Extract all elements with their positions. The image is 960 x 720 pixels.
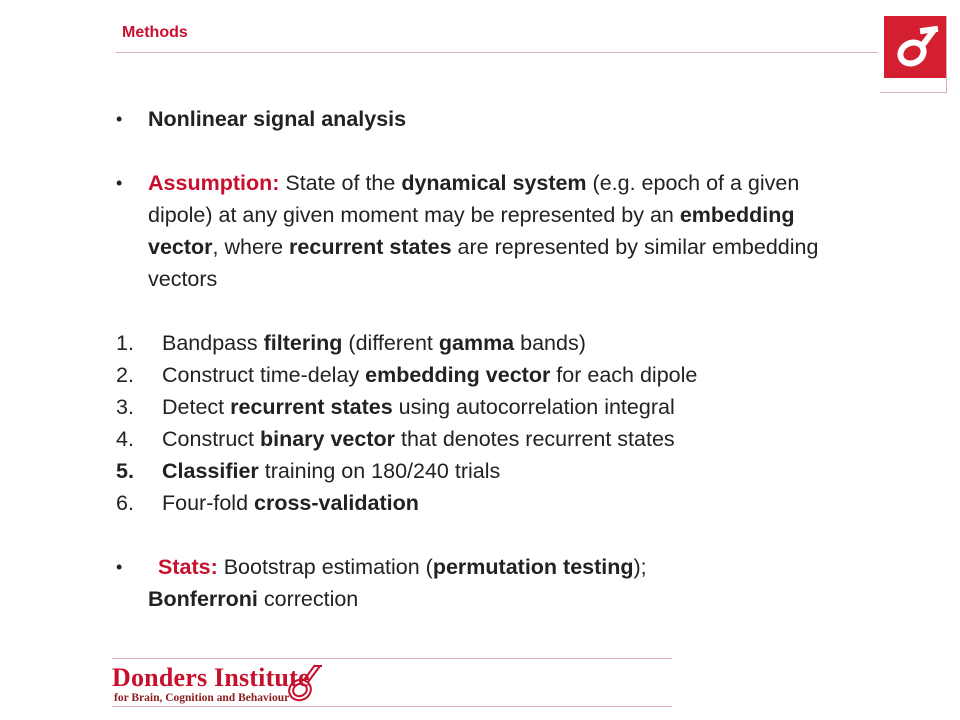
step-number: 4.: [116, 427, 134, 451]
step-item: [116, 327, 836, 359]
step-text: Construct time-delay: [162, 363, 366, 387]
step-number: 6.: [116, 491, 134, 515]
footer-branding: [112, 648, 682, 710]
bullet-text: State of the: [279, 171, 402, 195]
bullet-text: , where: [212, 235, 290, 259]
bullet-text: (e.g. epoch of a given dipole) at any given moment may be represented by an: [148, 171, 800, 227]
bullet-icon: •: [116, 173, 123, 193]
institute-name: Donders Institute: [112, 663, 310, 692]
footer-divider: [112, 706, 672, 707]
donders-d-logo-icon: [884, 16, 946, 78]
keyword: embedding vector: [365, 363, 551, 387]
bullet-item: [116, 551, 836, 615]
keyword: recurrent states: [230, 395, 393, 419]
keyword: filtering: [263, 331, 343, 355]
keyword: binary vector: [259, 427, 396, 451]
institute-subtitle: for Brain, Cognition and Behaviour: [114, 692, 290, 704]
bullet-item: [116, 167, 836, 295]
keyword: embedding vector: [148, 203, 795, 259]
bullet-text: );: [633, 555, 647, 579]
step-text: Four-fold: [162, 491, 255, 515]
bullet-text: are represented by similar embedding vectors: [148, 235, 819, 291]
step-item: [116, 487, 836, 519]
bullet-item: [116, 103, 836, 135]
keyword: permutation testing: [432, 555, 634, 579]
keyword: Bonferroni: [148, 587, 258, 611]
logo-frame-line: [880, 92, 947, 93]
step-text: training on 180/240 trials: [258, 459, 501, 483]
keyword: recurrent states: [289, 235, 452, 259]
step-number: 2.: [116, 363, 134, 387]
step-item: [116, 391, 836, 423]
section-label: Methods: [122, 24, 188, 41]
step-text: Construct: [162, 427, 260, 451]
bullet-text: Nonlinear signal analysis: [148, 107, 407, 131]
step-text: Bandpass: [162, 331, 264, 355]
step-number: 3.: [116, 395, 134, 419]
step-number: 5.: [116, 459, 134, 483]
bullet-lead: Assumption:: [148, 171, 280, 195]
header-divider: [116, 52, 878, 53]
slide-content: [116, 100, 836, 615]
keyword: cross-validation: [254, 491, 419, 515]
step-number: 1.: [116, 331, 134, 355]
keyword: Classifier: [162, 459, 259, 483]
footer-divider: [112, 658, 672, 659]
step-item: [116, 359, 836, 391]
step-text: Detect: [162, 395, 231, 419]
bullet-text: correction: [257, 587, 359, 611]
keyword: gamma: [438, 331, 515, 355]
step-text: bands): [514, 331, 586, 355]
logo-frame-line: [946, 16, 947, 92]
step-text: that denotes recurrent states: [395, 427, 675, 451]
bullet-icon: •: [116, 109, 123, 129]
step-item: [116, 423, 836, 455]
bullet-icon: •: [116, 557, 123, 577]
step-text: for each dipole: [550, 363, 698, 387]
keyword: dynamical system: [401, 171, 587, 195]
bullet-text: Bootstrap estimation (: [217, 555, 433, 579]
step-text: using autocorrelation integral: [392, 395, 675, 419]
step-item: [116, 455, 836, 487]
donders-d-outline-icon: [284, 662, 324, 711]
step-text: (different: [342, 331, 439, 355]
bullet-lead: Stats:: [158, 555, 218, 579]
